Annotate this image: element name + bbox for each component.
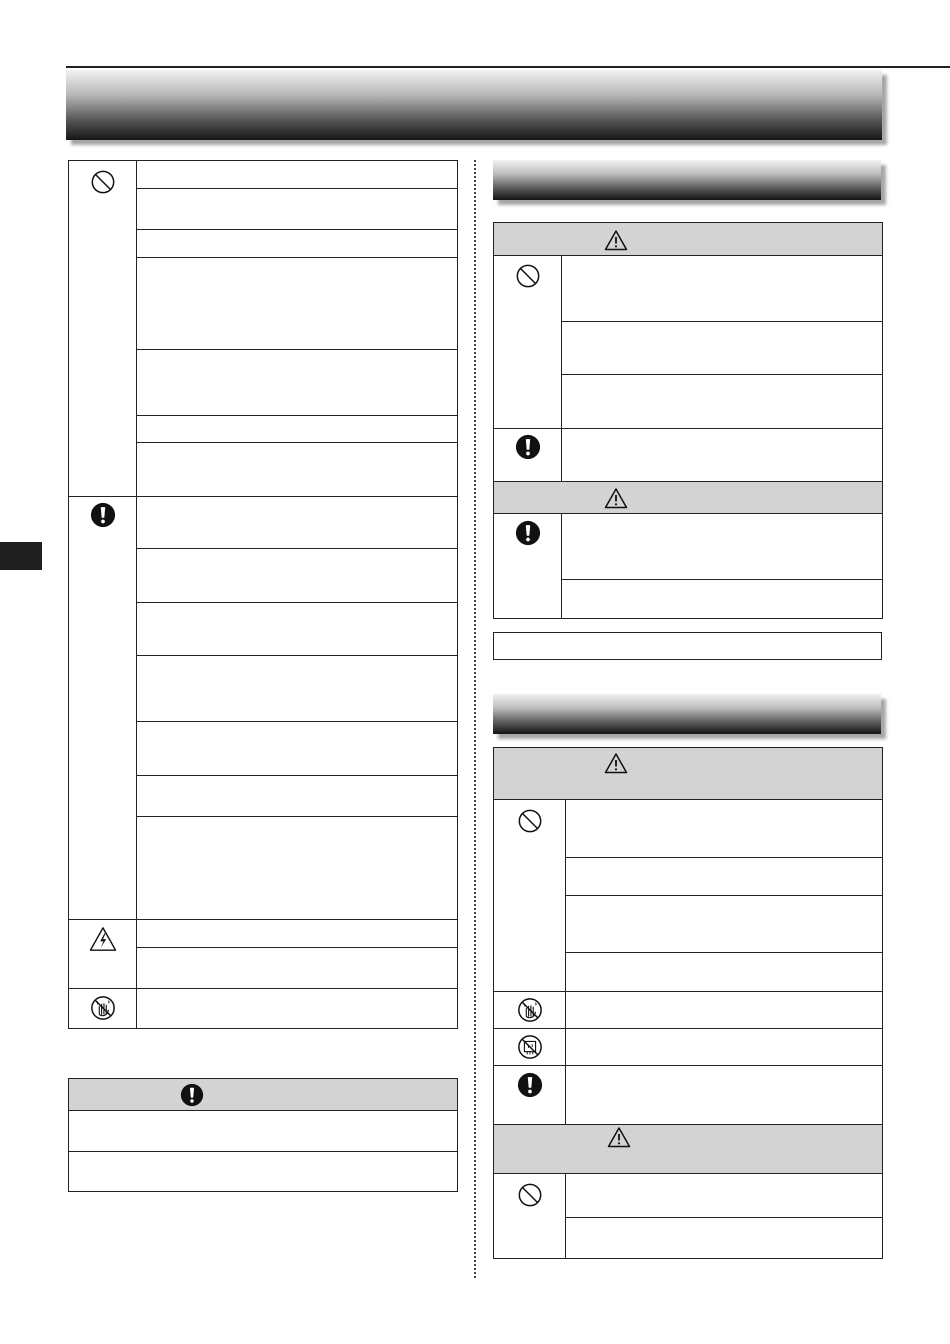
prohibition-icon (90, 169, 116, 195)
caution-header (69, 1079, 457, 1111)
section-a-note (493, 632, 882, 660)
warning-triangle-icon (607, 1126, 631, 1148)
no-wet-hands-icon (517, 997, 543, 1023)
side-chapter-tab (0, 542, 42, 570)
warning-header (494, 223, 882, 256)
left-caution-table (68, 1078, 458, 1192)
section-b-banner (493, 694, 881, 734)
page-title-banner (66, 70, 882, 140)
left-safety-table (68, 160, 458, 1029)
warning-triangle-icon (604, 752, 628, 774)
section-a-banner (493, 160, 881, 200)
electric-shock-icon (89, 926, 117, 952)
warning-triangle-icon (604, 487, 628, 509)
mandatory-icon (515, 434, 541, 460)
mandatory-icon (517, 1072, 543, 1098)
no-wet-hands-icon (90, 995, 116, 1021)
prohibition-icon (517, 1182, 543, 1208)
column-divider (474, 160, 476, 1278)
section-a-table (493, 222, 883, 619)
warning-triangle-icon (604, 229, 628, 251)
top-rule (66, 66, 950, 68)
section-b-table (493, 747, 883, 1259)
icon-column (69, 161, 137, 1028)
prohibition-icon (517, 808, 543, 834)
caution-header (494, 481, 882, 514)
caution-header (494, 1124, 882, 1174)
mandatory-icon (90, 502, 116, 528)
mandatory-icon (515, 520, 541, 546)
mandatory-icon (180, 1083, 204, 1107)
prohibition-icon (515, 263, 541, 289)
no-water-icon (517, 1034, 543, 1060)
warning-header (494, 748, 882, 800)
